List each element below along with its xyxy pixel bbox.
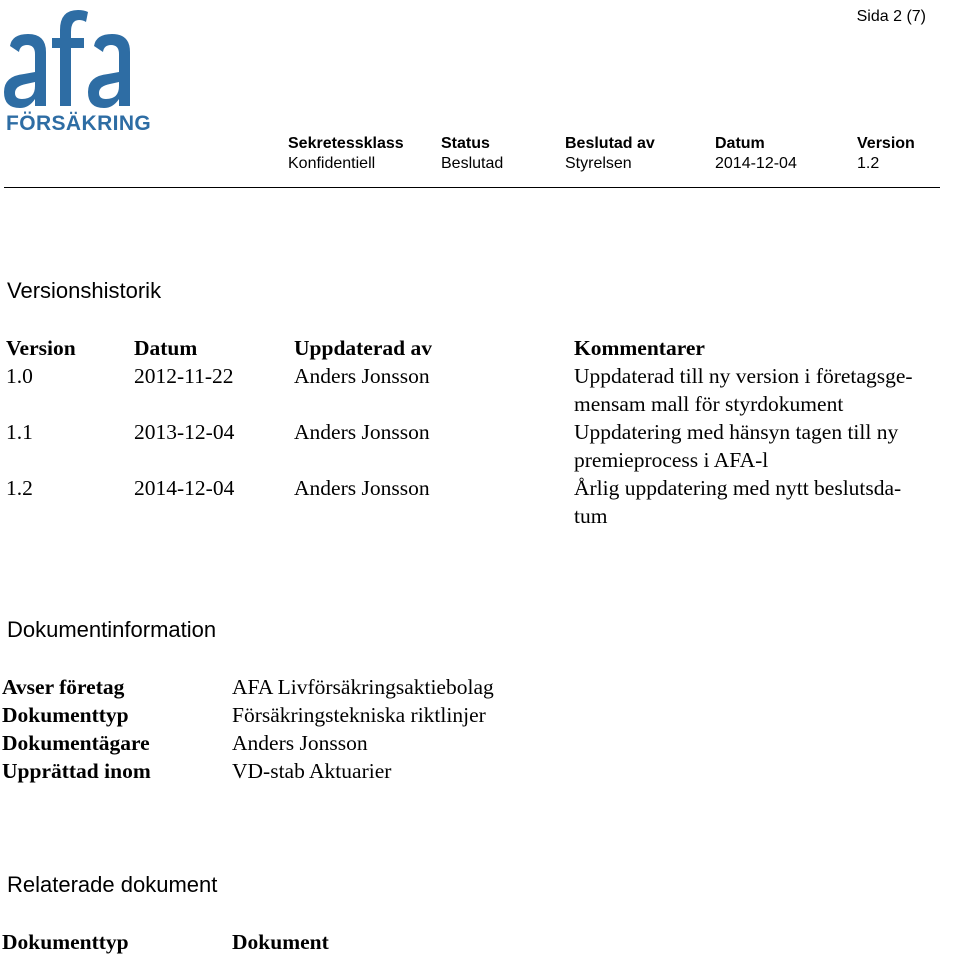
meta-value: Styrelsen xyxy=(565,155,632,172)
col-header-updated-by: Uppdaterad av xyxy=(294,336,432,360)
col-header-date: Datum xyxy=(134,336,198,360)
page-number: Sida 2 (7) xyxy=(856,8,926,25)
table-row xyxy=(6,418,956,474)
meta-version xyxy=(857,134,915,174)
meta-sekretessklass xyxy=(288,134,404,174)
comment-line: Uppdatering med hänsyn tagen till ny xyxy=(574,420,899,444)
cell-version: 1.2 xyxy=(6,476,33,500)
info-value: VD-stab Aktuarier xyxy=(232,759,392,783)
cell-comment xyxy=(574,418,954,474)
cell-date: 2013-12-04 xyxy=(134,420,235,444)
cell-updated-by: Anders Jonsson xyxy=(294,364,430,388)
info-value: Försäkringstekniska riktlinjer xyxy=(232,703,486,727)
comment-line: Uppdaterad till ny version i företagsge- xyxy=(574,364,913,388)
header-divider xyxy=(4,187,940,188)
col-header-version: Version xyxy=(6,336,76,360)
version-history-title: Versionshistorik xyxy=(7,278,162,303)
cell-version: 1.1 xyxy=(6,420,33,444)
cell-updated-by: Anders Jonsson xyxy=(294,476,430,500)
cell-date: 2012-11-22 xyxy=(134,364,234,388)
info-label: Upprättad inom xyxy=(2,759,151,783)
meta-header: Status xyxy=(441,135,490,152)
info-value: AFA Livförsäkringsaktiebolag xyxy=(232,675,494,699)
meta-beslutad-av xyxy=(565,134,655,174)
info-label: Dokumentägare xyxy=(2,731,150,755)
meta-header: Datum xyxy=(715,135,765,152)
table-row xyxy=(6,362,956,418)
info-label: Avser företag xyxy=(2,675,125,699)
comment-line: tum xyxy=(574,504,608,528)
info-value: Anders Jonsson xyxy=(232,731,368,755)
cell-date: 2014-12-04 xyxy=(134,476,235,500)
cell-comment xyxy=(574,474,954,530)
meta-value: Beslutad xyxy=(441,155,504,172)
col-header-comments: Kommentarer xyxy=(574,336,705,360)
comment-line: Årlig uppdatering med nytt beslutsda- xyxy=(574,476,902,500)
meta-status xyxy=(441,134,503,174)
logo-subtitle: FÖRSÄKRING xyxy=(6,112,152,135)
related-col-header-type: Dokumenttyp xyxy=(2,930,129,954)
comment-line: premieprocess i AFA-l xyxy=(574,448,769,472)
related-col-header-document: Dokument xyxy=(232,930,329,954)
related-documents-title: Relaterade dokument xyxy=(7,872,218,897)
cell-comment xyxy=(574,362,954,418)
meta-value: 2014-12-04 xyxy=(715,155,797,172)
meta-value: Konfidentiell xyxy=(288,155,376,172)
meta-value: 1.2 xyxy=(857,155,880,172)
table-row xyxy=(6,474,956,530)
afa-logo-mark xyxy=(2,4,142,114)
version-history-header-row xyxy=(6,334,956,362)
meta-datum xyxy=(715,134,797,174)
info-label: Dokumenttyp xyxy=(2,703,129,727)
meta-header: Sekretessklass xyxy=(288,135,404,152)
cell-updated-by: Anders Jonsson xyxy=(294,420,430,444)
cell-version: 1.0 xyxy=(6,364,33,388)
meta-header: Beslutad av xyxy=(565,135,655,152)
meta-header: Version xyxy=(857,135,915,152)
comment-line: mensam mall för styrdokument xyxy=(574,392,844,416)
document-info-title: Dokumentinformation xyxy=(7,617,217,642)
